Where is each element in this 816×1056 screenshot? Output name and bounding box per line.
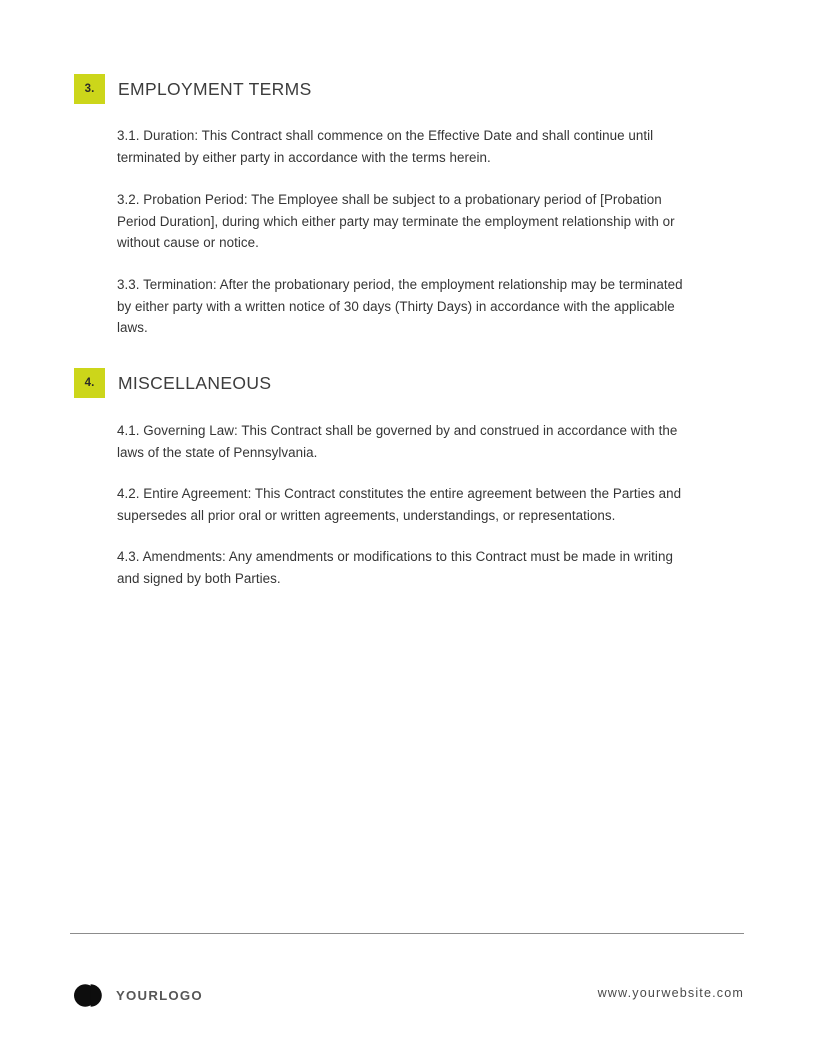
section-header (74, 368, 271, 398)
footer-website-url[interactable]: www.yourwebsite.com (597, 986, 744, 1000)
section-title: MISCELLANEOUS (118, 372, 272, 393)
clause-4-1: 4.1. Governing Law: This Contract shall be governed by and construed in accordance with the laws of the state of Pennsylvania. (117, 423, 678, 460)
clause-3-3: 3.3. Termination: After the probationary period, the employment relationship may be terminated by either party with a written notice of 30 days (Thirty Days) in accordance with the applicable laws. (117, 277, 683, 335)
logo-text: YOURLOGO (116, 987, 203, 1003)
circle-half-disc-logo-icon (74, 980, 105, 1011)
section-number-badge: 3. (74, 74, 105, 104)
footer-brand (74, 975, 203, 1015)
clause-4-3: 4.3. Amendments: Any amendments or modifications to this Contract must be made in writing and signed by both Parties. (117, 549, 673, 586)
section-title: EMPLOYMENT TERMS (118, 78, 312, 99)
section-header (74, 74, 312, 104)
footer-divider (70, 933, 744, 934)
clause-3-1: 3.1. Duration: This Contract shall commence on the Effective Date and shall continue until terminated by either party in accordance with the terms herein. (117, 128, 654, 165)
section-number-badge: 4. (74, 368, 105, 398)
clause-3-2: 3.2. Probation Period: The Employee shall be subject to a probationary period of [Probation Period Duration], during which either party may terminate the employment relationship with or without cause or notice. (117, 192, 675, 250)
clause-4-2: 4.2. Entire Agreement: This Contract constitutes the entire agreement between the Parties and supersedes all prior oral or written agreements, understandings, or representations. (117, 486, 682, 523)
page-footer (0, 975, 816, 1021)
